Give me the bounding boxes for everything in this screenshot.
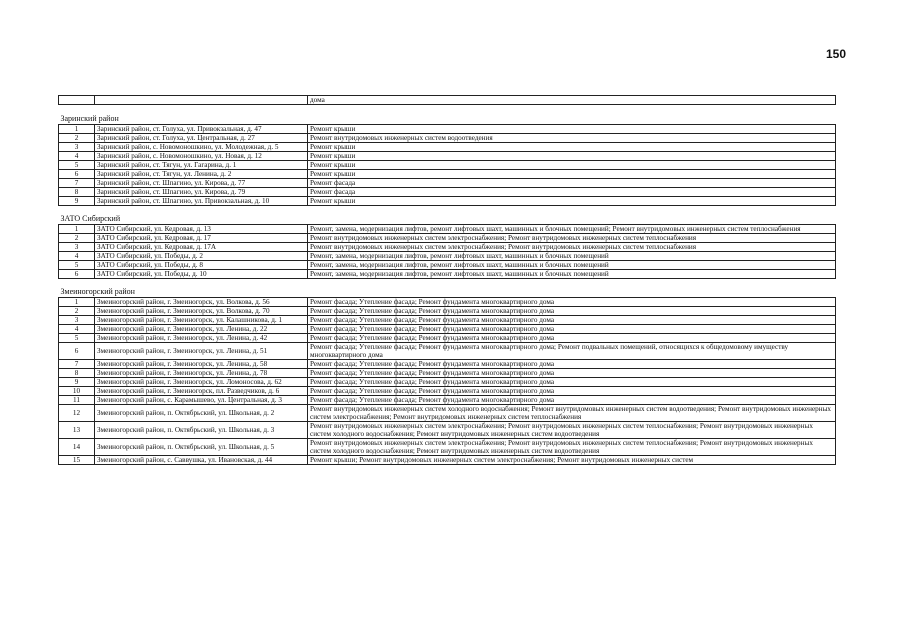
table-row xyxy=(59,325,836,334)
num-cell: 5 xyxy=(59,261,95,270)
work-cell: Ремонт внутридомовых инженерных систем электроснабжения; Ремонт внутридомовых инженерных систем теплоснабжения xyxy=(308,243,836,252)
header-num-cell xyxy=(59,96,95,105)
num-cell: 2 xyxy=(59,134,95,143)
work-cell: Ремонт фасада; Утепление фасада; Ремонт фундамента многоквартирного дома xyxy=(308,387,836,396)
num-cell: 4 xyxy=(59,152,95,161)
work-cell: Ремонт фасада; Утепление фасада; Ремонт фундамента многоквартирного дома xyxy=(308,316,836,325)
table-row xyxy=(59,179,836,188)
num-cell: 3 xyxy=(59,143,95,152)
num-cell: 8 xyxy=(59,369,95,378)
address-cell: ЗАТО Сибирский, ул. Кедровая, д. 17 xyxy=(95,234,308,243)
address-cell: ЗАТО Сибирский, ул. Победы, д. 8 xyxy=(95,261,308,270)
table-row xyxy=(59,405,836,422)
table-row xyxy=(59,252,836,261)
work-cell: Ремонт внутридомовых инженерных систем электроснабжения; Ремонт внутридомовых инженерных систем теплоснабжения; Ремонт внутридомовых инженерных систем холодного водоснабжения; Ремонт внутридомовых инженерных систем водоотведения xyxy=(308,422,836,439)
work-cell: Ремонт крыши xyxy=(308,152,836,161)
section-title: Заринский район xyxy=(59,105,836,125)
num-cell: 6 xyxy=(59,270,95,279)
repair-table-container xyxy=(58,95,835,465)
address-cell: Змеиногорский район, г. Змеиногорск, ул. Волкова, д. 56 xyxy=(95,298,308,307)
num-cell: 10 xyxy=(59,387,95,396)
num-cell: 9 xyxy=(59,197,95,206)
num-cell: 5 xyxy=(59,161,95,170)
address-cell: Заринский район, с. Новомоношкино, ул. Новая, д. 12 xyxy=(95,152,308,161)
address-cell: Заринский район, ст. Тягун, ул. Гагарина, д. 1 xyxy=(95,161,308,170)
table-row xyxy=(59,134,836,143)
work-cell: Ремонт крыши xyxy=(308,170,836,179)
address-cell: Заринский район, ст. Шпагино, ул. Кирова, д. 79 xyxy=(95,188,308,197)
page-number: 150 xyxy=(826,47,847,61)
table-row xyxy=(59,270,836,279)
work-cell: Ремонт, замена, модернизация лифтов, ремонт лифтовых шахт, машинных и блочных помещений xyxy=(308,261,836,270)
address-cell: Заринский район, ст. Шпагино, ул. Кирова, д. 77 xyxy=(95,179,308,188)
section-title: Змеиногорский район xyxy=(59,279,836,298)
num-cell: 1 xyxy=(59,298,95,307)
num-cell: 3 xyxy=(59,316,95,325)
table-row xyxy=(59,378,836,387)
address-cell: Заринский район, с. Новомоношкино, ул. Молодежная, д. 5 xyxy=(95,143,308,152)
address-cell: Змеиногорский район, п. Октябрьский, ул. Школьная, д. 5 xyxy=(95,439,308,456)
address-cell: Заринский район, ст. Шпагино, ул. Привокзальная, д. 10 xyxy=(95,197,308,206)
repair-table-body xyxy=(59,96,836,465)
work-cell: Ремонт внутридомовых инженерных систем электроснабжения; Ремонт внутридомовых инженерных систем теплоснабжения; Ремонт внутридомовых инженерных систем холодного водоснабжения; Ремонт внутридомовых инженерных систем водоотведения xyxy=(308,439,836,456)
table-row xyxy=(59,343,836,360)
num-cell: 5 xyxy=(59,334,95,343)
table-row xyxy=(59,125,836,134)
work-cell: Ремонт крыши xyxy=(308,125,836,134)
table-row xyxy=(59,188,836,197)
work-cell: Ремонт внутридомовых инженерных систем водоотведения xyxy=(308,134,836,143)
work-cell: Ремонт внутридомовых инженерных систем холодного водоснабжения; Ремонт внутридомовых инженерных систем водоотведения; Ремонт внутридомовых инженерных систем электроснабжения; Ремонт внутридомовых инженерных систем теплоснабжения xyxy=(308,405,836,422)
num-cell: 6 xyxy=(59,170,95,179)
section-header-row xyxy=(59,206,836,225)
table-row xyxy=(59,396,836,405)
address-cell: ЗАТО Сибирский, ул. Кедровая, д. 17А xyxy=(95,243,308,252)
table-row xyxy=(59,439,836,456)
header-work-cell: дома xyxy=(308,96,836,105)
table-row xyxy=(59,261,836,270)
section-header-row xyxy=(59,105,836,125)
work-cell: Ремонт фасада; Утепление фасада; Ремонт фундамента многоквартирного дома; Ремонт подвальных помещений, относящихся к общедомовому имуществу многоквартирного дома xyxy=(308,343,836,360)
address-cell: ЗАТО Сибирский, ул. Победы, д. 10 xyxy=(95,270,308,279)
table-row xyxy=(59,170,836,179)
num-cell: 15 xyxy=(59,456,95,465)
num-cell: 8 xyxy=(59,188,95,197)
table-row xyxy=(59,197,836,206)
work-cell: Ремонт крыши xyxy=(308,143,836,152)
work-cell: Ремонт крыши xyxy=(308,161,836,170)
work-cell: Ремонт фасада; Утепление фасада; Ремонт фундамента многоквартирного дома xyxy=(308,396,836,405)
work-cell: Ремонт внутридомовых инженерных систем электроснабжения; Ремонт внутридомовых инженерных систем теплоснабжения xyxy=(308,234,836,243)
table-row xyxy=(59,152,836,161)
work-cell: Ремонт фасада; Утепление фасада; Ремонт фундамента многоквартирного дома xyxy=(308,369,836,378)
header-address-cell xyxy=(95,96,308,105)
num-cell: 2 xyxy=(59,234,95,243)
num-cell: 14 xyxy=(59,439,95,456)
address-cell: Змеиногорский район, с. Саввушка, ул. Ивановская, д. 44 xyxy=(95,456,308,465)
table-row xyxy=(59,360,836,369)
section-title: ЗАТО Сибирский xyxy=(59,206,836,225)
work-cell: Ремонт крыши; Ремонт внутридомовых инженерных систем электроснабжения; Ремонт внутридомовых инженерных систем xyxy=(308,456,836,465)
num-cell: 6 xyxy=(59,343,95,360)
table-row xyxy=(59,161,836,170)
address-cell: ЗАТО Сибирский, ул. Кедровая, д. 13 xyxy=(95,225,308,234)
table-row xyxy=(59,234,836,243)
num-cell: 4 xyxy=(59,252,95,261)
work-cell: Ремонт, замена, модернизация лифтов, ремонт лифтовых шахт, машинных и блочных помещений xyxy=(308,270,836,279)
address-cell: Змеиногорский район, п. Октябрьский, ул. Школьная, д. 3 xyxy=(95,422,308,439)
address-cell: Змеиногорский район, г. Змеиногорск, ул. Ленина, д. 42 xyxy=(95,334,308,343)
address-cell: Заринский район, ст. Тягун, ул. Ленина, д. 2 xyxy=(95,170,308,179)
work-cell: Ремонт фасада; Утепление фасада; Ремонт фундамента многоквартирного дома xyxy=(308,298,836,307)
address-cell: Змеиногорский район, г. Змеиногорск, ул. Ленина, д. 22 xyxy=(95,325,308,334)
num-cell: 11 xyxy=(59,396,95,405)
address-cell: Змеиногорский район, г. Змеиногорск, ул. Ломоносова, д. 62 xyxy=(95,378,308,387)
address-cell: Змеиногорский район, г. Змеиногорск, ул. Волкова, д. 70 xyxy=(95,307,308,316)
table-row xyxy=(59,243,836,252)
section-header-row xyxy=(59,279,836,298)
table-row xyxy=(59,422,836,439)
num-cell: 3 xyxy=(59,243,95,252)
address-cell: Змеиногорский район, г. Змеиногорск, ул. Ленина, д. 58 xyxy=(95,360,308,369)
table-row xyxy=(59,143,836,152)
address-cell: Змеиногорский район, с. Карамышево, ул. Центральная, д. 3 xyxy=(95,396,308,405)
table-row xyxy=(59,316,836,325)
address-cell: Змеиногорский район, г. Змеиногорск, пл. Разведчиков, д. 6 xyxy=(95,387,308,396)
num-cell: 1 xyxy=(59,225,95,234)
work-cell: Ремонт фасада; Утепление фасада; Ремонт фундамента многоквартирного дома xyxy=(308,325,836,334)
num-cell: 13 xyxy=(59,422,95,439)
work-cell: Ремонт крыши xyxy=(308,197,836,206)
num-cell: 12 xyxy=(59,405,95,422)
address-cell: Заринский район, ст. Голуха, ул. Привокзальная, д. 47 xyxy=(95,125,308,134)
header-row xyxy=(59,96,836,105)
table-row xyxy=(59,307,836,316)
address-cell: Заринский район, ст. Голуха, ул. Центральная, д. 27 xyxy=(95,134,308,143)
work-cell: Ремонт фасада; Утепление фасада; Ремонт фундамента многоквартирного дома xyxy=(308,307,836,316)
work-cell: Ремонт фасада; Утепление фасада; Ремонт фундамента многоквартирного дома xyxy=(308,334,836,343)
table-row xyxy=(59,225,836,234)
address-cell: Змеиногорский район, г. Змеиногорск, ул. Ленина, д. 78 xyxy=(95,369,308,378)
work-cell: Ремонт фасада; Утепление фасада; Ремонт фундамента многоквартирного дома xyxy=(308,378,836,387)
num-cell: 4 xyxy=(59,325,95,334)
num-cell: 9 xyxy=(59,378,95,387)
address-cell: Змеиногорский район, г. Змеиногорск, ул. Калашникова, д. 1 xyxy=(95,316,308,325)
table-row xyxy=(59,456,836,465)
work-cell: Ремонт фасада xyxy=(308,188,836,197)
table-row xyxy=(59,369,836,378)
work-cell: Ремонт фасада xyxy=(308,179,836,188)
repair-table xyxy=(58,95,836,465)
table-row xyxy=(59,298,836,307)
table-row xyxy=(59,334,836,343)
num-cell: 2 xyxy=(59,307,95,316)
num-cell: 7 xyxy=(59,360,95,369)
work-cell: Ремонт, замена, модернизация лифтов, ремонт лифтовых шахт, машинных и блочных помещений xyxy=(308,252,836,261)
address-cell: ЗАТО Сибирский, ул. Победы, д. 2 xyxy=(95,252,308,261)
work-cell: Ремонт, замена, модернизация лифтов, ремонт лифтовых шахт, машинных и блочных помещений; Ремонт внутридомовых инженерных систем теплоснабжения xyxy=(308,225,836,234)
num-cell: 1 xyxy=(59,125,95,134)
address-cell: Змеиногорский район, п. Октябрьский, ул. Школьная, д. 2 xyxy=(95,405,308,422)
table-row xyxy=(59,387,836,396)
address-cell: Змеиногорский район, г. Змеиногорск, ул. Ленина, д. 51 xyxy=(95,343,308,360)
num-cell: 7 xyxy=(59,179,95,188)
work-cell: Ремонт фасада; Утепление фасада; Ремонт фундамента многоквартирного дома xyxy=(308,360,836,369)
